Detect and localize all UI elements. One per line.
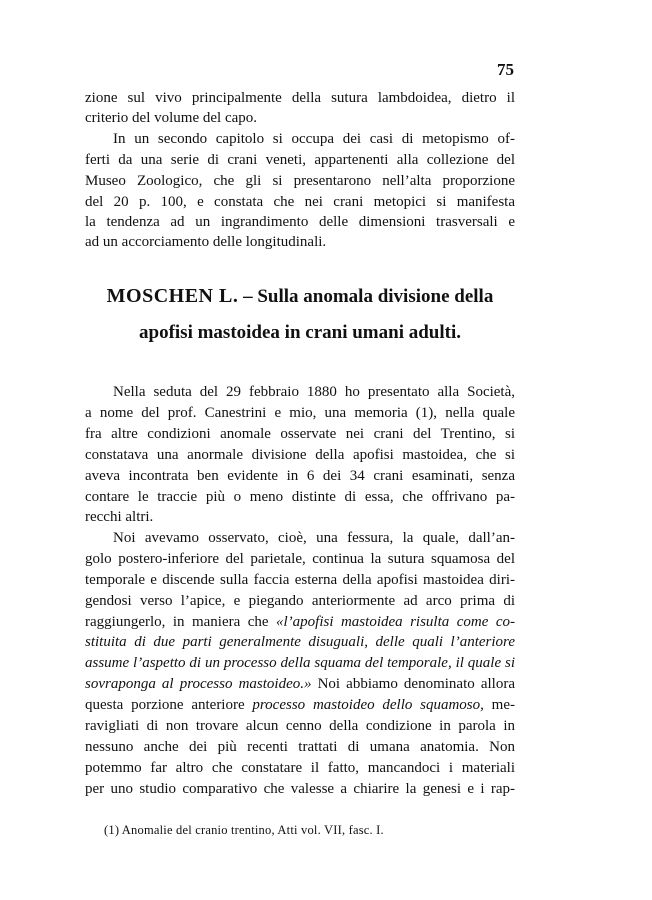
- text-line: fra altre condizioni anomale osservate nei crani del Trentino, si: [85, 426, 515, 442]
- text-line: nessuno anche dei più recenti trattati di umana anatomia. Non: [85, 739, 515, 755]
- text-line: ravigliati di non trovare alcun cenno della condizione in parola in: [85, 718, 515, 734]
- footnote: (1) Anomalie del cranio trentino, Atti vol. VII, fasc. I.: [104, 823, 384, 837]
- text-line: recchi altri.: [85, 509, 154, 525]
- text-run: raggiungerlo, in maniera che: [85, 614, 277, 630]
- text-line: aveva incontrata ben evidente in 6 dei 34 crani esaminati, senza: [85, 468, 515, 484]
- text-line: contare le traccie più o meno distinte di essa, che offrivano pa-: [85, 489, 515, 505]
- text-line: Museo Zoologico, che gli si presentarono nell’alta proporzione: [85, 173, 515, 189]
- text-run: me-: [483, 697, 515, 713]
- article-title-part1: – Sulla anomala divisione della: [243, 286, 494, 307]
- text-run: Noi abbiamo denominato allora: [311, 676, 515, 692]
- quote-run: assume l’aspetto di un processo della squama del temporale, il quale si: [85, 655, 515, 671]
- text-line: [85, 695, 515, 715]
- text-line: ferti da una serie di crani veneti, appartenenti alla collezione del: [85, 152, 515, 168]
- text-line: per uno studio comparativo che valesse a chiarire la genesi e i rap-: [85, 781, 515, 797]
- text-run: questa porzione anteriore: [85, 697, 253, 713]
- text-line: criterio del volume del capo.: [85, 110, 258, 126]
- text-line: ad un accorciamento delle longitudinali.: [85, 234, 327, 250]
- quote-run: «l’apofisi mastoidea risulta come co-: [276, 614, 515, 630]
- quote-run: stituita di due parti generalmente disuguali, delle quali l’anteriore: [85, 634, 515, 650]
- text-line: a nome del prof. Canestrini e mio, una memoria (1), nella quale: [85, 405, 515, 421]
- text-line: temporale e discende sulla faccia esterna della apofisi mastoidea diri-: [85, 572, 515, 588]
- term-run: processo mastoideo dello squamoso,: [252, 697, 484, 713]
- text-line: Noi avevamo osservato, cioè, una fessura, la quale, dall’an-: [113, 530, 515, 546]
- text-line: [85, 612, 515, 632]
- quote-run: sovraponga al processo mastoideo.»: [85, 676, 312, 692]
- text-line: zione sul vivo principalmente della sutura lambdoidea, dietro il: [85, 90, 515, 106]
- page-number: 75: [497, 60, 514, 79]
- text-line: la tendenza ad un ingrandimento delle dimensioni trasversali e: [85, 214, 515, 230]
- text-line: [85, 674, 515, 694]
- text-line: potemmo far altro che constatare il fatto, mancandoci i materiali: [85, 760, 515, 776]
- text-line: gendosi verso l’apice, e piegando anteriormente ad arco prima di: [85, 593, 515, 609]
- text-line: [85, 632, 515, 652]
- text-line: constatava una anormale divisione della apofisi mastoidea, che si: [85, 447, 515, 463]
- text-line: [85, 653, 515, 673]
- text-line: golo postero-inferiore del parietale, continua la sutura squamosa del: [85, 551, 515, 567]
- text-line: del 20 p. 100, e constata che nei crani metopici si manifesta: [85, 194, 515, 210]
- article-author: MOSCHEN L.: [106, 285, 239, 307]
- text-line: Nella seduta del 29 febbraio 1880 ho presentato alla Società,: [113, 384, 515, 400]
- text-line: In un secondo capitolo si occupa dei casi di metopismo of-: [113, 131, 515, 147]
- article-heading: [88, 284, 512, 309]
- article-title-part2: apofisi mastoidea in crani umani adulti.: [139, 322, 461, 343]
